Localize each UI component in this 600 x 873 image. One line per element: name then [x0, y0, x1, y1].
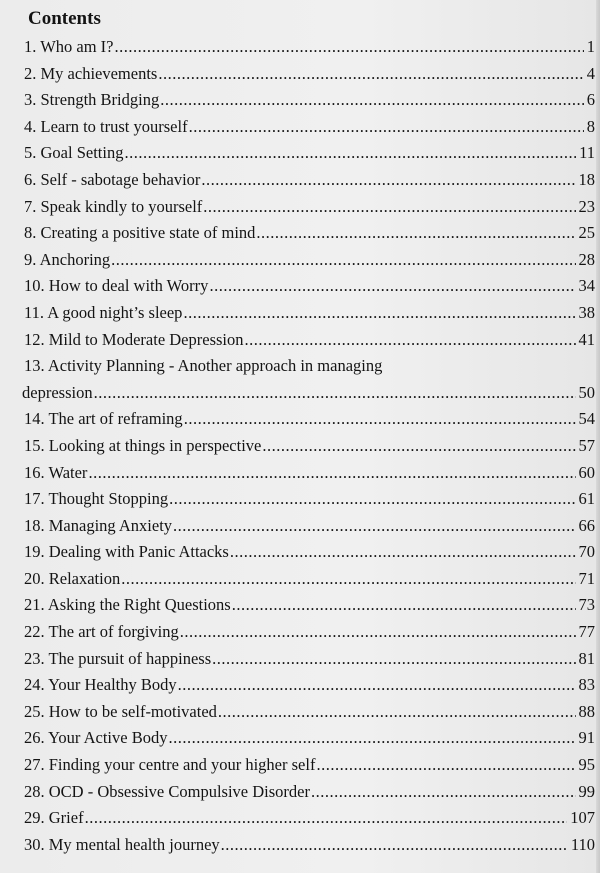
- dot-leader: [256, 223, 575, 243]
- toc-entry-page: 11: [579, 143, 595, 163]
- dot-leader: [160, 90, 584, 110]
- toc-entry[interactable]: [22, 562, 595, 589]
- dot-leader: [115, 37, 584, 57]
- toc-entry-label: 27. Finding your centre and your higher self: [24, 755, 316, 775]
- toc-entry-label: 4. Learn to trust yourself: [24, 116, 188, 136]
- toc-entry-label: 2. My achievements: [24, 63, 158, 83]
- toc-entry-page: 54: [578, 409, 595, 429]
- toc-entry-wrapped-line2[interactable]: [22, 376, 595, 403]
- toc-entry-page: 28: [578, 249, 595, 269]
- toc-entry-label: 7. Speak kindly to yourself: [24, 196, 203, 216]
- dot-leader: [183, 303, 575, 323]
- dot-leader: [85, 808, 568, 828]
- toc-entry[interactable]: [22, 456, 595, 483]
- toc-entry-page: 66: [578, 515, 595, 535]
- toc-entry[interactable]: [22, 828, 595, 855]
- dot-leader: [316, 755, 575, 775]
- dot-leader: [218, 702, 576, 722]
- toc-entry-label: 10. How to deal with Worry: [24, 276, 209, 296]
- toc-entry[interactable]: [22, 802, 595, 829]
- toc-entry-label: 22. The art of forgiving: [24, 622, 179, 642]
- dot-leader: [168, 728, 575, 748]
- toc-entry-page: 77: [578, 622, 595, 642]
- toc-entry-label: 28. OCD - Obsessive Compulsive Disorder: [24, 781, 310, 801]
- toc-entry[interactable]: [22, 137, 595, 164]
- toc-entry-page: 95: [578, 755, 595, 775]
- toc-entry[interactable]: [22, 615, 595, 642]
- toc-entry-page: 83: [578, 675, 595, 695]
- toc-entry[interactable]: [22, 695, 595, 722]
- toc-entry-label: 23. The pursuit of happiness: [24, 648, 212, 668]
- page-edge: [596, 0, 600, 873]
- dot-leader: [203, 197, 575, 217]
- toc-entry-page: 61: [578, 489, 595, 509]
- dot-leader: [111, 250, 575, 270]
- toc-entry[interactable]: [22, 509, 595, 536]
- toc-entry-label: 14. The art of reframing: [24, 409, 183, 429]
- toc-entry-label: 3. Strength Bridging: [24, 90, 160, 110]
- dot-leader: [189, 117, 584, 137]
- toc-entry-label: 21. Asking the Right Questions: [24, 595, 231, 615]
- toc-entry-label: 29. Grief: [24, 808, 84, 828]
- toc-entry-page: 34: [578, 276, 595, 296]
- toc-entry[interactable]: [22, 403, 595, 430]
- dot-leader: [180, 622, 576, 642]
- toc-entry-page: 38: [578, 302, 595, 322]
- toc-entry[interactable]: [22, 217, 595, 244]
- toc-entry[interactable]: [22, 57, 595, 84]
- toc-entry[interactable]: [22, 296, 595, 323]
- toc-entry-page: 23: [578, 196, 595, 216]
- toc-entry[interactable]: [22, 589, 595, 616]
- toc-entry-page: 41: [578, 329, 595, 349]
- toc-entry-label: 9. Anchoring: [24, 249, 111, 269]
- toc-entry-label: 30. My mental health journey: [24, 834, 220, 854]
- dot-leader: [158, 64, 583, 84]
- toc-entry[interactable]: [22, 483, 595, 510]
- dot-leader: [124, 143, 576, 163]
- toc-entry-page: 107: [570, 808, 595, 828]
- dot-leader: [209, 276, 575, 296]
- toc-entry-label: 16. Water: [24, 462, 88, 482]
- toc-entry[interactable]: [22, 243, 595, 270]
- toc-entry-label: 5. Goal Setting: [24, 143, 124, 163]
- toc-entry-page: 60: [578, 462, 595, 482]
- toc-entry[interactable]: [22, 429, 595, 456]
- toc-entry[interactable]: [22, 642, 595, 669]
- toc-entry-label: depression: [22, 382, 93, 402]
- toc-entry-label: 13. Activity Planning - Another approach in managing: [24, 356, 383, 376]
- toc-entry-label: 24. Your Healthy Body: [24, 675, 177, 695]
- toc-entry-page: 50: [578, 382, 595, 402]
- dot-leader: [232, 595, 576, 615]
- dot-leader: [121, 569, 575, 589]
- toc-entry[interactable]: [22, 775, 595, 802]
- dot-leader: [201, 170, 575, 190]
- toc-entry-page: 25: [578, 223, 595, 243]
- toc-entry-page: 91: [578, 728, 595, 748]
- toc-entry-page: 73: [578, 595, 595, 615]
- toc-entry[interactable]: [22, 669, 595, 696]
- toc-entry-page: 88: [578, 701, 595, 721]
- toc-entry-page: 99: [578, 781, 595, 801]
- toc-entry-page: 57: [578, 435, 595, 455]
- dot-leader: [173, 516, 575, 536]
- toc-entry[interactable]: [22, 748, 595, 775]
- toc-entry-label: 15. Looking at things in perspective: [24, 435, 262, 455]
- dot-leader: [245, 330, 576, 350]
- toc-entry-label: 18. Managing Anxiety: [24, 515, 173, 535]
- toc-entry[interactable]: [22, 323, 595, 350]
- toc-entry-page: 18: [578, 169, 595, 189]
- dot-leader: [221, 835, 568, 855]
- toc-entry[interactable]: [22, 84, 595, 111]
- toc-entry-page: 81: [578, 648, 595, 668]
- toc-entry[interactable]: [22, 270, 595, 297]
- toc-entry-label: 6. Self - sabotage behavior: [24, 169, 201, 189]
- toc-entry-page: 70: [578, 542, 595, 562]
- dot-leader: [94, 383, 576, 403]
- dot-leader: [212, 649, 575, 669]
- toc-entry-wrapped-line1[interactable]: [22, 350, 595, 377]
- toc-entry-page: 8: [586, 116, 595, 136]
- toc-entry-label: 1. Who am I?: [24, 37, 114, 56]
- dot-leader: [88, 463, 575, 483]
- dot-leader: [311, 782, 576, 802]
- dot-leader: [178, 675, 576, 695]
- toc-entry-page: 1: [586, 37, 595, 56]
- toc-entry[interactable]: [22, 33, 595, 57]
- dot-leader: [262, 436, 575, 456]
- toc-entry[interactable]: [22, 190, 595, 217]
- toc-entry-label: 19. Dealing with Panic Attacks: [24, 542, 229, 562]
- toc-entry[interactable]: [22, 536, 595, 563]
- toc-entry[interactable]: [22, 722, 595, 749]
- toc-entry-page: 6: [586, 90, 595, 110]
- toc-entry-label: 8. Creating a positive state of mind: [24, 223, 256, 243]
- dot-leader: [230, 542, 576, 562]
- toc-entry-label: 12. Mild to Moderate Depression: [24, 329, 244, 349]
- toc-entry[interactable]: [22, 163, 595, 190]
- dot-leader: [184, 409, 576, 429]
- table-of-contents: [22, 33, 595, 855]
- toc-entry-label: 25. How to be self-motivated: [24, 701, 217, 721]
- toc-entry[interactable]: [22, 110, 595, 137]
- toc-entry-page: 110: [570, 834, 595, 854]
- toc-entry-label: 26. Your Active Body: [24, 728, 168, 748]
- toc-entry-label: 11. A good night’s sleep: [24, 302, 183, 322]
- toc-entry-page: 71: [578, 568, 595, 588]
- dot-leader: [169, 489, 575, 509]
- toc-entry-label: 20. Relaxation: [24, 568, 121, 588]
- toc-entry-label: 17. Thought Stopping: [24, 489, 169, 509]
- toc-entry-page: 4: [586, 63, 595, 83]
- contents-heading: Contents: [28, 8, 101, 29]
